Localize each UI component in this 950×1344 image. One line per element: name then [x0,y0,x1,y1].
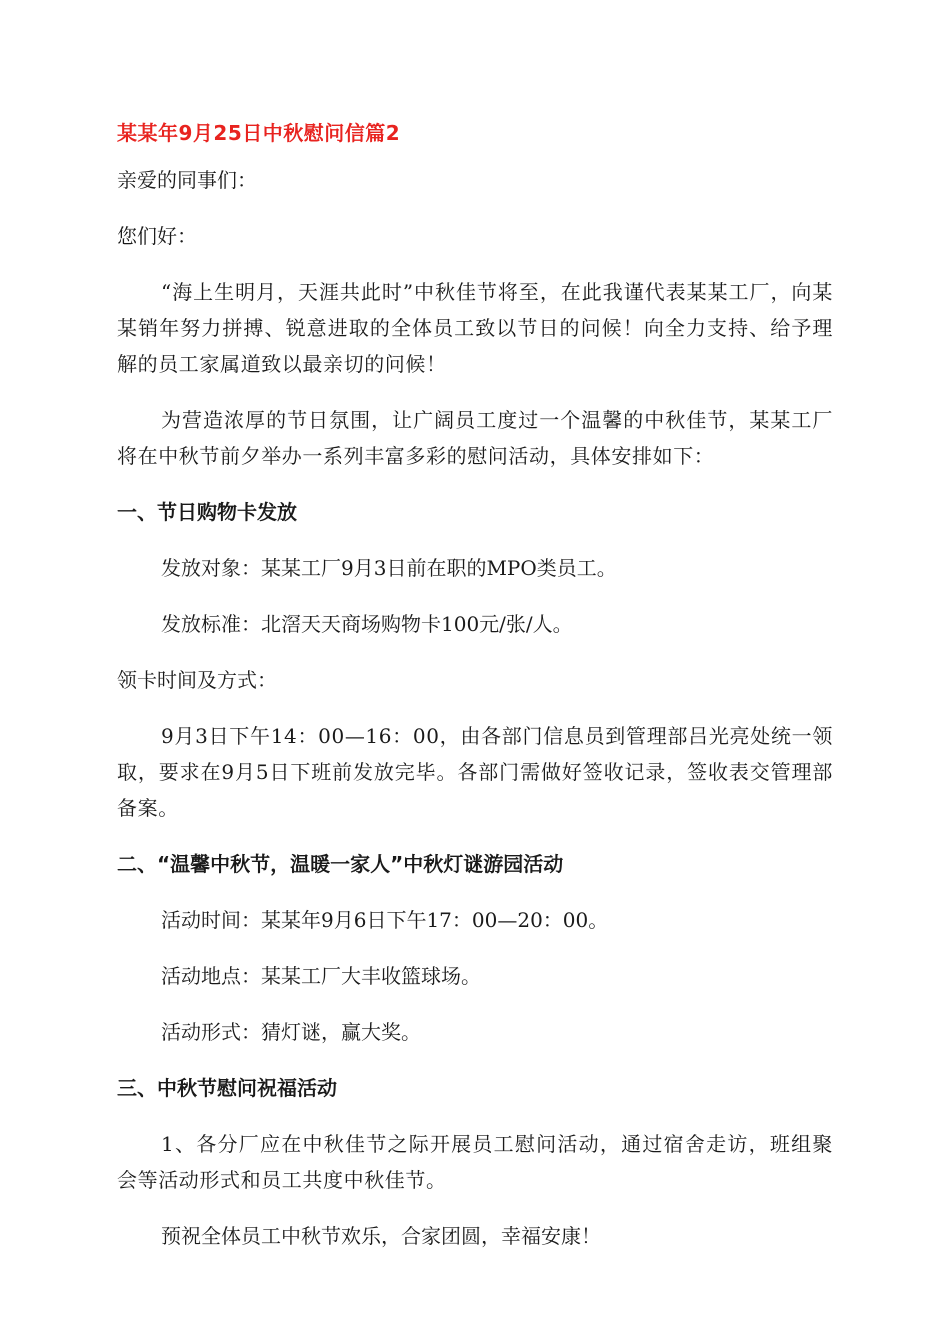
salutation: 亲爱的同事们： [117,168,257,192]
event-time: 活动时间：某某年9月6日下午17：00—20：00。 [161,908,609,932]
shopping-card-target: 发放对象：某某工厂9月3日前在职的MPO类员工。 [161,556,617,580]
blessings-item-1: 1、各分厂应在中秋佳节之际开展员工慰问活动，通过宿舍走访，班组聚会等活动形式和员工共度中秋佳节。 [117,1132,833,1192]
event-place: 活动地点：某某工厂大丰收篮球场。 [161,964,481,988]
event-form: 活动形式：猜灯谜，赢大奖。 [161,1020,421,1044]
section-heading-shopping-card: 一、节日购物卡发放 [117,500,297,524]
paragraph-intro: 为营造浓厚的节日氛围，让广阔员工度过一个温馨的中秋佳节，某某工厂将在中秋节前夕举办一系列丰富多彩的慰问活动，具体安排如下： [117,408,833,468]
section-heading-blessings: 三、中秋节慰问祝福活动 [117,1076,337,1100]
section-heading-lantern-riddles: 二、“温馨中秋节，温暖一家人”中秋灯谜游园活动 [117,852,564,876]
document-page [117,108,833,1274]
paragraph-greetings: “海上生明月，天涯共此时”中秋佳节将至，在此我谨代表某某工厂，向某某销年努力拼搏、锐意进取的全体员工致以节日的问候！向全力支持、给予理解的员工家属道致以最亲切的问候！ [117,280,833,376]
shopping-card-standard: 发放标准：北滘天天商场购物卡100元/张/人。 [161,612,573,636]
closing-wishes: 预祝全体员工中秋节欢乐，合家团圆，幸福安康！ [161,1224,601,1248]
shopping-card-time-detail: 9月3日下午14：00—16：00，由各部门信息员到管理部吕光亮处统一领取，要求在9月5日下班前发放完毕。各部门需做好签收记录，签收表交管理部备案。 [117,724,833,820]
greeting: 您们好： [117,224,197,248]
document-title: 某某年9月25日中秋慰问信篇2 [117,121,401,145]
shopping-card-time-label: 领卡时间及方式： [117,668,277,692]
